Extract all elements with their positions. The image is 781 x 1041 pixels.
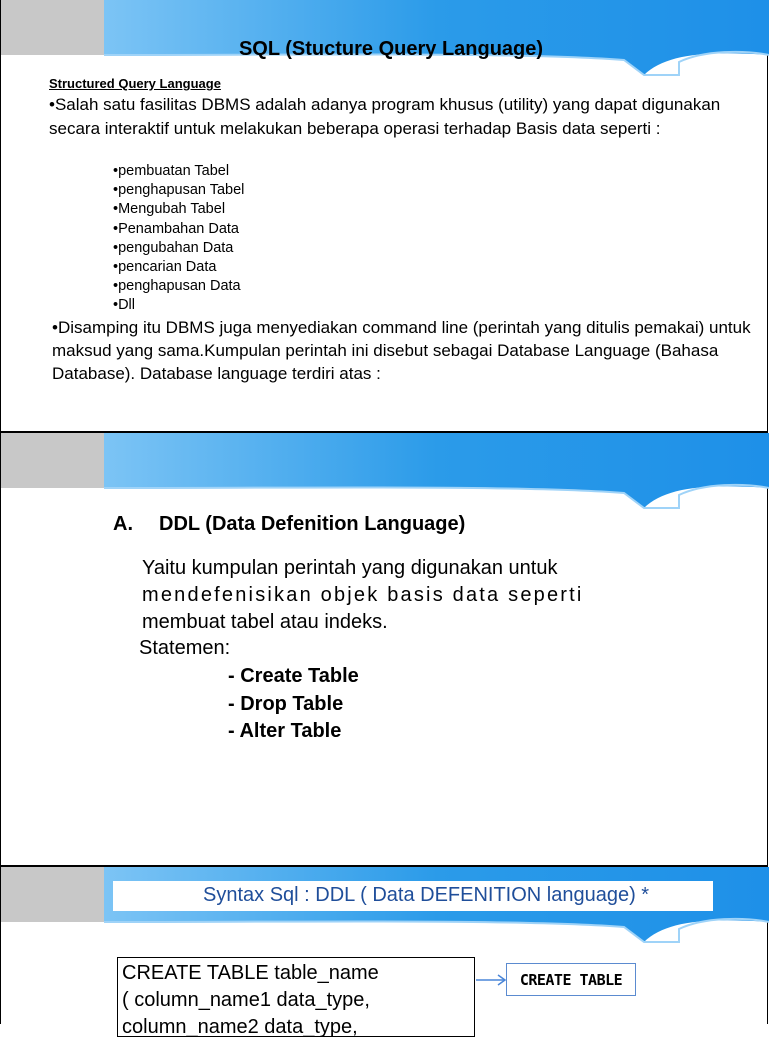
ddl-heading: [113, 513, 465, 536]
create-table-syntax: [117, 957, 475, 1037]
list-item: •Penambahan Data: [113, 220, 239, 237]
list-item: •pembuatan Tabel: [113, 163, 230, 179]
statement-list: [228, 663, 359, 746]
list-item: •pengubahan Data: [113, 239, 234, 256]
create-table-label: CREATE TABLE: [506, 963, 636, 996]
slide-2: [0, 433, 768, 867]
statement-item: - Create Table: [228, 665, 359, 687]
description-line: mendefenisikan objek basis data seperti: [142, 584, 584, 606]
list-item: •penghapusan Tabel: [113, 182, 245, 199]
description-line: membuat tabel atau indeks.: [142, 611, 388, 633]
syntax-title: Syntax Sql : DDL ( Data DEFENITION language) *: [203, 884, 650, 906]
list-item: •pencarian Data: [113, 259, 217, 276]
description-line: Yaitu kumpulan perintah yang digunakan untuk: [142, 557, 558, 579]
list-item: •penghapusan Data: [113, 278, 241, 295]
ddl-description: [142, 555, 702, 636]
intro-paragraph: •Salah satu fasilitas DBMS adalah adanya program khusus (utility) yang dapat digunakan secara interaktif untuk melakukan beberapa operasi terhadap Basis data seperti :: [49, 95, 721, 138]
operations-list: [113, 162, 244, 316]
slide-title: SQL (Stucture Query Language): [238, 38, 544, 60]
code-line: CREATE TABLE table_name: [122, 962, 379, 984]
heading-text: DDL (Data Defenition Language): [159, 513, 466, 535]
slide-1: [0, 0, 768, 433]
heading-letter: A.: [113, 513, 133, 535]
list-item: •Dll: [113, 297, 135, 314]
slide-3: [0, 867, 768, 1038]
statement-item: - Alter Table: [228, 720, 342, 742]
header-gray-block: [1, 433, 104, 488]
code-line: ( column_name1 data_type,: [122, 989, 370, 1011]
header-blue-band: [104, 433, 769, 508]
command-line-paragraph: •Disamping itu DBMS juga menyediakan command line (perintah yang ditulis pemakai) untuk maksud yang sama.Kumpulan perintah ini disebut sebagai Database Language (Bahasa Database). Database language terdiri atas :: [52, 318, 751, 383]
statemen-label: Statemen:: [139, 637, 231, 659]
statement-item: - Drop Table: [228, 692, 344, 715]
arrow-right-icon: [476, 972, 510, 988]
header-gray-block: [1, 867, 104, 922]
code-line: column_name2 data_type,: [122, 1016, 358, 1038]
list-item: •Mengubah Tabel: [113, 201, 226, 218]
slide-subtitle: Structured Query Language: [49, 76, 221, 91]
